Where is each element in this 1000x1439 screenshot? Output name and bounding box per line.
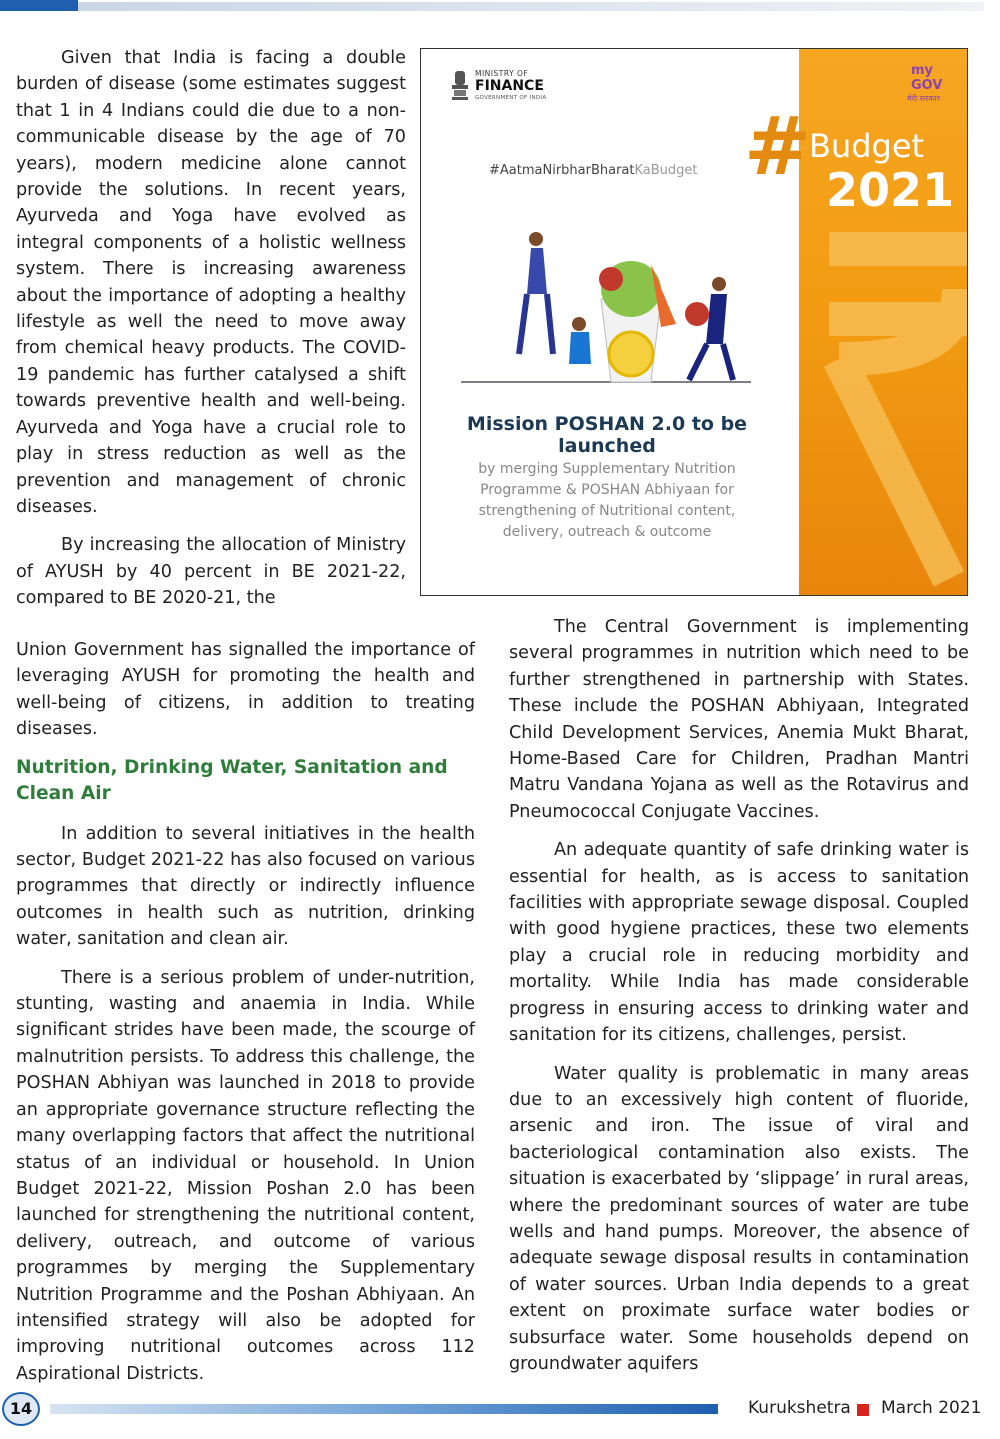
paragraph-ayurveda: Given that India is facing a double burden of disease (some estimates suggest that 1 in 4 Indians could die due to a non-communicable disease by the age of 70 years), modern medicine alone cannot provide the solutions. In recent years, Ayurveda and Yoga have evolved as integral components of a holistic wellness system. There is increasing awareness about the importance of adopting a healthy lifestyle as well the need to move away from chemical heavy products. The COVID-19 pandemic has further catalysed a shift towards preventive health and well-being. Ayurveda and Yoga have a crucial role to play in stress reduction as well as the prevention and management of chronic diseases.: [16, 48, 406, 517]
top-accent-bar: [0, 0, 78, 11]
paragraph-drinking-water: An adequate quantity of safe drinking water is essential for health, as is access to sanitation facilities with appropriate sewage disposal. Coupled with good hygiene practices, these two elements play a crucial role in reducing morbidity and mortality. While India has made considerable progress in ensuring access to drinking water and sanitation for its citizens, challenges, persist.: [509, 840, 969, 1046]
ministry-of-label: MINISTRY OF: [475, 69, 529, 78]
mygov-logo: my GOV: [911, 63, 943, 93]
footer-gradient-bar: [50, 1404, 718, 1414]
rupee-symbol-icon: [809, 229, 968, 589]
ministry-subtitle: GOVERNMENT OF INDIA: [475, 95, 547, 101]
budget-year: 2021: [826, 163, 955, 217]
left-column-top: [16, 45, 406, 612]
ministry-name: FINANCE: [475, 78, 544, 94]
issue-date: March 2021: [881, 1398, 982, 1418]
poster-hashtag: #AatmaNirbharBharatKaBudget: [489, 163, 698, 178]
paragraph-undernutrition: There is a serious problem of under-nutrition, stunting, wasting and anaemia in India. While significant strides have been made, the scourge of malnutrition persists. To address this challenge, the POSHAN Abhiyan was launched in 2018 to provide an appropriate governance structure reflecting the many overlapping factors that affect the nutritional status of an individual or household. In Union Budget 2021-22, Mission Poshan 2.0 has been launched for strengthening the nutritional content, delivery, outreach, and outcome of various programmes by merging the Supplementary Nutrition Programme and the Poshan Abhiyaan. An intensified strategy will also be adopted for improving nutritional outcomes across 112 Aspirational Districts.: [16, 967, 475, 1384]
poster-description: by merging Supplementary Nutrition Programme & POSHAN Abhiyaan for strengthening of Nutritional content, delivery, outreach & outcome: [478, 461, 736, 540]
paragraph-budget-focus: In addition to several initiatives in the health sector, Budget 2021-22 has also focused on various programmes that directly or indirectly influence outcomes in health such as nutrition, drinking water, sanitation and clean air.: [16, 823, 475, 950]
paragraph-ayush-continued: Union Government has signalled the importance of leveraging AYUSH for promoting the health and well-being of citizens, in addition to treating diseases.: [16, 640, 475, 740]
left-column: [16, 637, 475, 1387]
magazine-name: Kurukshetra: [748, 1398, 851, 1418]
budget-poster: [420, 48, 968, 596]
paragraph-water-quality: Water quality is problematic in many areas due to an excessively high content of fluoride, arsenic and iron. The issue of viral and bacteriological contamination also exists. The situation is exacerbated by ‘slippage’ in rural areas, where the predominant sources of water are tube wells and hand pumps. Moreover, the absence of adequate sewage disposal results in contamination of water sources. Urban India depends to a great extent on proximate surface water bodies or subsurface water. Some households depend on groundwater aquifers: [509, 1063, 969, 1374]
section-heading: Nutrition, Drinking Water, Sanitation and Clean Air: [16, 756, 448, 804]
poster-title: Mission POSHAN 2.0 to be launched: [466, 413, 748, 457]
page-number: 14: [2, 1392, 40, 1426]
hash-symbol: #: [744, 100, 812, 193]
paragraph-central-government: The Central Government is implementing several programmes in nutrition which need to be further strengthened in partnership with States. These include the POSHAN Abhiyaan, Integrated Child Development Services, Anemia Mukt Bharat, Home-Based Care for Children, Pradhan Mantri Matru Vandana Yojana as well as the Rotavirus and Pneumococcal Conjugate Vaccines.: [509, 617, 969, 822]
budget-label: Budget: [809, 127, 925, 165]
mygov-tagline: मेरी सरकार: [907, 94, 940, 103]
right-column: [509, 614, 969, 1377]
national-emblem-icon: [449, 69, 471, 103]
footer-red-square: [857, 1404, 869, 1416]
nutrition-illustration-icon: [461, 204, 751, 384]
paragraph-ayush-allocation: By increasing the allocation of Ministry of AYUSH by 40 percent in BE 2021-22, compared to BE 2020-21, the: [16, 535, 406, 609]
top-gradient-bar: [78, 2, 984, 11]
